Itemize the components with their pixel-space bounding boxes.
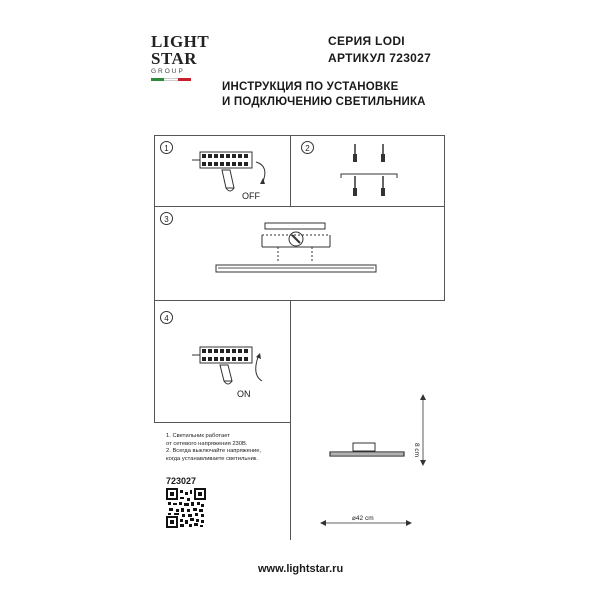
note-line-1: 1. Светильник работает [166,433,230,439]
qr-code [166,488,206,528]
dimension-width-label: ⌀42 cm [352,515,374,522]
mounting-illustration [210,217,390,297]
step-number-4: 4 [160,311,173,324]
italian-flag-icon [151,78,191,81]
dimensions-drawing [300,390,445,530]
step-panel-2 [290,135,445,207]
logo-line-2: STAR [151,49,198,68]
step-number-3: 3 [160,212,173,225]
instruction-title-line-1: ИНСТРУКЦИЯ ПО УСТАНОВКЕ [222,81,399,93]
safety-notes [166,433,291,463]
step-panel-1 [154,135,291,207]
article-number: 723027 [166,476,197,486]
step-panel-3 [154,206,445,301]
screws-and-bracket-illustration [331,140,411,204]
terminal-block-off-illustration [190,144,290,204]
on-label: ON [237,389,251,399]
article-code: АРТИКУЛ 723027 [328,51,432,65]
off-label: OFF [242,191,260,201]
dimension-height-label: 8 cm [413,443,420,458]
logo-group: GROUP [151,68,185,75]
step-panel-4 [154,300,291,423]
brand-logo [151,33,211,81]
note-line-2: от сетевого напряжения 230В. [166,440,248,447]
step-number-1: 1 [160,141,173,154]
note-line-3: 2. Всегда выключайте напряжение, [166,448,262,454]
website-url[interactable]: www.lightstar.ru [258,563,344,575]
instruction-title-line-2: И ПОДКЛЮЧЕНИЮ СВЕТИЛЬНИКА [222,96,426,108]
logo-line-1: LIGHT [151,32,210,51]
note-line-4: когда устанавливаете светильник. [166,455,258,462]
series-name: СЕРИЯ LODI [328,34,405,48]
step-number-2: 2 [301,141,314,154]
